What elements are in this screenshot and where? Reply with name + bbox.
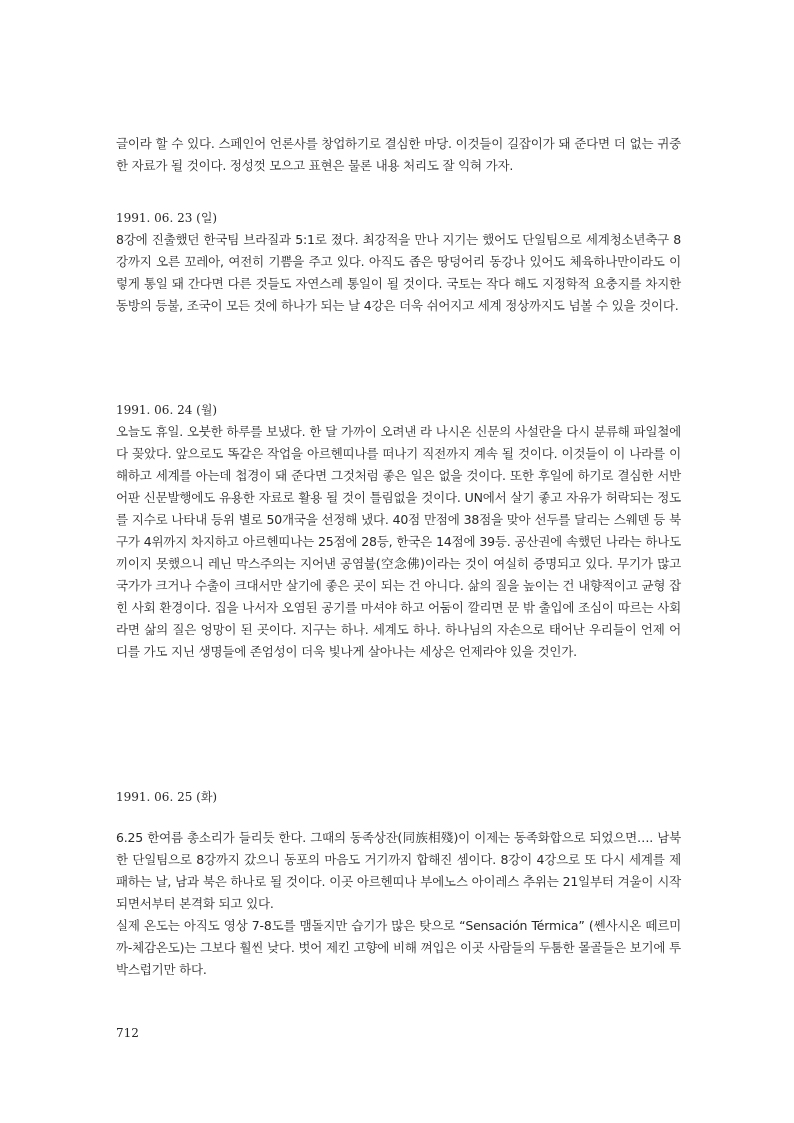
entry-date-3: 1991. 06. 25 (화) — [116, 790, 218, 804]
entry-body-3: 6.25 한여름 총소리가 들리듯 한다. 그때의 동족상잔(同族相殘)이 이제는 동족화합으로 되었으면…. 남북한 단일팀으로 8강까지 갔으니 동포의 마음도 거기까지 합해진 셈이다. 8강이 4강으로 또 다시 세계를 제패하는 날, 남과 북은 하나로 될 것이다. 이곳 아르헨띠나 부에노스 아이레스 추위는 21일부터 겨울이 시작 되면서부터 본격화 되고 있다. — [116, 830, 681, 911]
entry-body-1: 8강에 진출했던 한국팀 브라질과 5:1로 졌다. 최강적을 만나 지기는 했어도 단일팀으로 세계청소년축구 8강까지 오른 꼬레아, 여전히 기쁨을 주고 있다. 아직도 좁은 땅덩어리 동강나 있어도 체육하나만이라도 이렇게 통일 돼 간다면 다른 것들도 자연스레 통일이 될 것이다. 국토는 작다 해도 지정학적 요충지를 차지한 동방의 등불, 조국이 모든 것에 하나가 되는 날 4강은 더욱 쉬어지고 세계 정상까지도 넘볼 수 있을 것이다. — [116, 232, 681, 313]
page-number: 712 — [116, 1026, 139, 1040]
entry-date-2: 1991. 06. 24 (월) — [116, 403, 218, 417]
entry-date-1: 1991. 06. 23 (일) — [116, 211, 218, 225]
entry-body-3-continued: 실제 온도는 아직도 영상 7-8도를 맴돌지만 습기가 많은 탓으로 “Sensación Térmica” (쎈사시온 떼르미까-체감온도)는 그보다 훨씬 낮다. 벗어 제킨 고향에 비해 껴입은 이곳 사람들의 두툼한 몰골들은 보기에 투박스럽기만 하다. — [116, 918, 681, 977]
entry-body-2: 오늘도 휴일. 오붓한 하루를 보냈다. 한 달 가까이 오려낸 라 나시온 신문의 사설란을 다시 분류해 파일철에다 꽂았다. 앞으로도 똑같은 작업을 아르헨띠나를 떠나기 직전까지 계속 될 것이다. 이것들이 이 나라를 이해하고 세계를 아는데 첩경이 돼 준다면 그것처럼 좋은 일은 없을 것이다. 또한 후일에 하기로 결심한 서반어판 신문발행에도 유용한 자료로 활용 될 것이 틀림없을 것이다. UN에서 살기 좋고 자유가 허락되는 정도를 지수로 나타내 등위 별로 50개국을 선정해 냈다. 40점 만점에 38점을 맞아 선두를 달리는 스웨덴 등 북구가 4위까지 차지하고 아르헨띠나는 25점에 28등, 한국은 14점에 39등. 공산권에 속했던 나라는 하나도 끼이지 못했으니 레닌 막스주의는 지어낸 공염불(空念佛)이라는 것이 여실히 증명되고 있다. 무기가 많고 국가가 크거나 수출이 크대서만 살기에 좋은 곳이 되는 건 아니다. 삶의 질을 높이는 건 내향적이고 균형 잡힌 사회 환경이다. 집을 나서자 오염된 공기를 마셔야 하고 어둠이 깔리면 문 밖 출입에 조심이 따르는 사회라면 삶의 질은 엉망이 된 곳이다. 지구는 하나. 세계도 하나. 하나님의 자손으로 태어난 우리들이 언제 어디를 가도 지닌 생명들에 존엄성이 더욱 빛나게 살아나는 세상은 언제라야 있을 것인가. — [116, 424, 681, 659]
intro-paragraph: 글이라 할 수 있다. 스페인어 언론사를 창업하기로 결심한 마당. 이것들이 길잡이가 돼 준다면 더 없는 귀중한 자료가 될 것이다. 정성껏 모으고 표현은 물론 내용 처리도 잘 익혀 가자. — [116, 136, 681, 173]
